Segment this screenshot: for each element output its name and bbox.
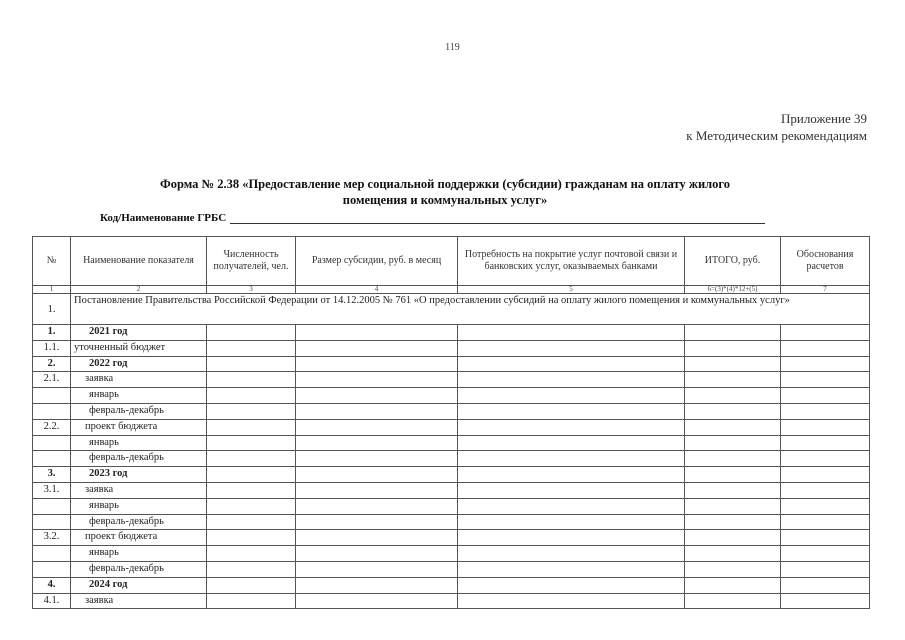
row-number: 3. <box>33 467 71 483</box>
empty-cell[interactable] <box>296 340 458 356</box>
row-number: 2. <box>33 356 71 372</box>
row-number <box>33 561 71 577</box>
grbs-fill-line <box>230 213 765 224</box>
row-label: 2023 год <box>71 467 207 483</box>
grbs-label: Код/Наименование ГРБС <box>100 212 227 224</box>
row-number <box>33 498 71 514</box>
empty-cell[interactable] <box>781 340 870 356</box>
empty-cell[interactable] <box>207 467 296 483</box>
empty-cell[interactable] <box>207 546 296 562</box>
empty-cell[interactable] <box>685 435 781 451</box>
empty-cell[interactable] <box>685 593 781 609</box>
row-label: заявка <box>71 482 207 498</box>
row-label: февраль-декабрь <box>71 403 207 419</box>
empty-cell[interactable] <box>781 419 870 435</box>
empty-cell[interactable] <box>207 577 296 593</box>
empty-cell[interactable] <box>685 403 781 419</box>
empty-cell[interactable] <box>685 561 781 577</box>
row-number <box>33 435 71 451</box>
row-number <box>33 546 71 562</box>
empty-cell[interactable] <box>458 340 685 356</box>
empty-cell[interactable] <box>781 530 870 546</box>
empty-cell[interactable] <box>296 498 458 514</box>
empty-cell[interactable] <box>296 325 458 341</box>
table-row <box>33 467 870 483</box>
table-row <box>33 419 870 435</box>
empty-cell[interactable] <box>781 467 870 483</box>
form-title-line-2: помещения и коммунальных услуг» <box>342 193 548 207</box>
empty-cell[interactable] <box>207 419 296 435</box>
empty-cell[interactable] <box>685 325 781 341</box>
table-row <box>33 514 870 530</box>
empty-cell[interactable] <box>296 593 458 609</box>
header-cell: Обоснования расчетов <box>781 237 870 286</box>
empty-cell[interactable] <box>296 577 458 593</box>
empty-cell[interactable] <box>296 403 458 419</box>
row-label: январь <box>71 388 207 404</box>
empty-cell[interactable] <box>296 372 458 388</box>
header-cell: Наименование показателя <box>71 237 207 286</box>
empty-cell[interactable] <box>458 482 685 498</box>
empty-cell[interactable] <box>207 435 296 451</box>
empty-cell[interactable] <box>458 419 685 435</box>
empty-cell[interactable] <box>207 356 296 372</box>
empty-cell[interactable] <box>207 593 296 609</box>
empty-cell[interactable] <box>685 451 781 467</box>
row-number: 1. <box>33 325 71 341</box>
row-number <box>33 403 71 419</box>
row-number: 1.1. <box>33 340 71 356</box>
empty-cell[interactable] <box>781 451 870 467</box>
header-cell: ИТОГО, руб. <box>685 237 781 286</box>
row-label: уточненный бюджет <box>71 340 207 356</box>
empty-cell[interactable] <box>685 388 781 404</box>
table-row <box>33 546 870 562</box>
table-row <box>33 482 870 498</box>
row-number: 3.2. <box>33 530 71 546</box>
appendix-line-1: Приложение 39 <box>780 111 867 126</box>
empty-cell[interactable] <box>685 340 781 356</box>
form-title-line-1: Форма № 2.38 «Предоставление мер социальной поддержки (субсидии) гражданам на оплату жилого <box>159 177 731 191</box>
empty-cell[interactable] <box>458 561 685 577</box>
row-label: февраль-декабрь <box>71 561 207 577</box>
table-row <box>33 498 870 514</box>
empty-cell[interactable] <box>458 546 685 562</box>
empty-cell[interactable] <box>207 372 296 388</box>
table-row <box>33 577 870 593</box>
row-number <box>33 514 71 530</box>
empty-cell[interactable] <box>781 561 870 577</box>
column-number-cell: 7 <box>781 286 870 294</box>
empty-cell[interactable] <box>207 388 296 404</box>
empty-cell[interactable] <box>685 482 781 498</box>
empty-cell[interactable] <box>781 372 870 388</box>
header-row <box>33 237 870 286</box>
empty-cell[interactable] <box>458 514 685 530</box>
empty-cell[interactable] <box>458 325 685 341</box>
table-row <box>33 530 870 546</box>
row-label: заявка <box>71 593 207 609</box>
empty-cell[interactable] <box>458 388 685 404</box>
empty-cell[interactable] <box>781 356 870 372</box>
column-number-cell: 2 <box>71 286 207 294</box>
empty-cell[interactable] <box>781 546 870 562</box>
row-label: заявка <box>71 372 207 388</box>
empty-cell[interactable] <box>458 577 685 593</box>
column-number-cell: 6=(3)*(4)*12+(5) <box>685 286 781 294</box>
empty-cell[interactable] <box>296 467 458 483</box>
column-number-row <box>33 286 870 294</box>
page-number: 119 <box>445 42 460 53</box>
empty-cell[interactable] <box>781 514 870 530</box>
row-number: 4. <box>33 577 71 593</box>
grbs-field <box>100 212 765 224</box>
row-number: 2.1. <box>33 372 71 388</box>
table-row <box>33 451 870 467</box>
empty-cell[interactable] <box>458 498 685 514</box>
row-label: 2021 год <box>71 325 207 341</box>
table-row <box>33 435 870 451</box>
empty-cell[interactable] <box>296 546 458 562</box>
empty-cell[interactable] <box>458 593 685 609</box>
empty-cell[interactable] <box>781 482 870 498</box>
header-cell: Численность получателей, чел. <box>207 237 296 286</box>
empty-cell[interactable] <box>685 530 781 546</box>
row-label: январь <box>71 546 207 562</box>
table-row <box>33 388 870 404</box>
empty-cell[interactable] <box>685 546 781 562</box>
empty-cell[interactable] <box>207 498 296 514</box>
empty-cell[interactable] <box>296 419 458 435</box>
empty-cell[interactable] <box>685 498 781 514</box>
empty-cell[interactable] <box>207 514 296 530</box>
column-number-cell: 3 <box>207 286 296 294</box>
table-row <box>33 340 870 356</box>
empty-cell[interactable] <box>781 388 870 404</box>
empty-cell[interactable] <box>207 482 296 498</box>
empty-cell[interactable] <box>781 577 870 593</box>
empty-cell[interactable] <box>296 356 458 372</box>
empty-cell[interactable] <box>781 593 870 609</box>
empty-cell[interactable] <box>458 451 685 467</box>
row-label: февраль-декабрь <box>71 514 207 530</box>
empty-cell[interactable] <box>458 403 685 419</box>
section-row <box>33 294 870 325</box>
form-title <box>95 176 795 208</box>
empty-cell[interactable] <box>296 514 458 530</box>
empty-cell[interactable] <box>685 514 781 530</box>
empty-cell[interactable] <box>458 356 685 372</box>
empty-cell[interactable] <box>296 561 458 577</box>
empty-cell[interactable] <box>207 530 296 546</box>
empty-cell[interactable] <box>458 467 685 483</box>
header-cell: Потребность на покрытие услуг почтовой связи и банковских услуг, оказываемых банками <box>458 237 685 286</box>
column-number-cell: 5 <box>458 286 685 294</box>
empty-cell[interactable] <box>685 577 781 593</box>
row-number: 2.2. <box>33 419 71 435</box>
empty-cell[interactable] <box>685 356 781 372</box>
empty-cell[interactable] <box>207 451 296 467</box>
row-label: февраль-декабрь <box>71 451 207 467</box>
empty-cell[interactable] <box>296 451 458 467</box>
table-row <box>33 356 870 372</box>
row-number <box>33 388 71 404</box>
row-label: январь <box>71 435 207 451</box>
row-number: 3.1. <box>33 482 71 498</box>
appendix-note <box>686 110 867 144</box>
table-row <box>33 561 870 577</box>
table-row <box>33 325 870 341</box>
empty-cell[interactable] <box>296 482 458 498</box>
header-cell: № <box>33 237 71 286</box>
column-number-cell: 4 <box>296 286 458 294</box>
empty-cell[interactable] <box>207 340 296 356</box>
appendix-line-2: к Методическим рекомендациям <box>686 128 867 143</box>
row-number <box>33 451 71 467</box>
table-row <box>33 372 870 388</box>
table-body <box>33 286 870 609</box>
row-label: 2022 год <box>71 356 207 372</box>
empty-cell[interactable] <box>781 403 870 419</box>
empty-cell[interactable] <box>296 388 458 404</box>
section-number: 1. <box>33 294 71 325</box>
row-number: 4.1. <box>33 593 71 609</box>
header-cell: Размер субсидии, руб. в месяц <box>296 237 458 286</box>
table-row <box>33 593 870 609</box>
table-row <box>33 403 870 419</box>
row-label: проект бюджета <box>71 419 207 435</box>
empty-cell[interactable] <box>458 372 685 388</box>
empty-cell[interactable] <box>296 435 458 451</box>
empty-cell[interactable] <box>458 435 685 451</box>
empty-cell[interactable] <box>207 561 296 577</box>
empty-cell[interactable] <box>685 372 781 388</box>
empty-cell[interactable] <box>207 403 296 419</box>
row-label: 2024 год <box>71 577 207 593</box>
empty-cell[interactable] <box>207 325 296 341</box>
form-table <box>32 236 870 609</box>
empty-cell[interactable] <box>781 435 870 451</box>
empty-cell[interactable] <box>685 419 781 435</box>
empty-cell[interactable] <box>296 530 458 546</box>
empty-cell[interactable] <box>781 325 870 341</box>
column-number-cell: 1 <box>33 286 71 294</box>
empty-cell[interactable] <box>685 467 781 483</box>
empty-cell[interactable] <box>458 530 685 546</box>
empty-cell[interactable] <box>781 498 870 514</box>
section-text: Постановление Правительства Российской Федерации от 14.12.2005 № 761 «О предоставлении субсидий на оплату жилого помещения и коммунальных услуг» <box>71 294 870 325</box>
row-label: проект бюджета <box>71 530 207 546</box>
row-label: январь <box>71 498 207 514</box>
